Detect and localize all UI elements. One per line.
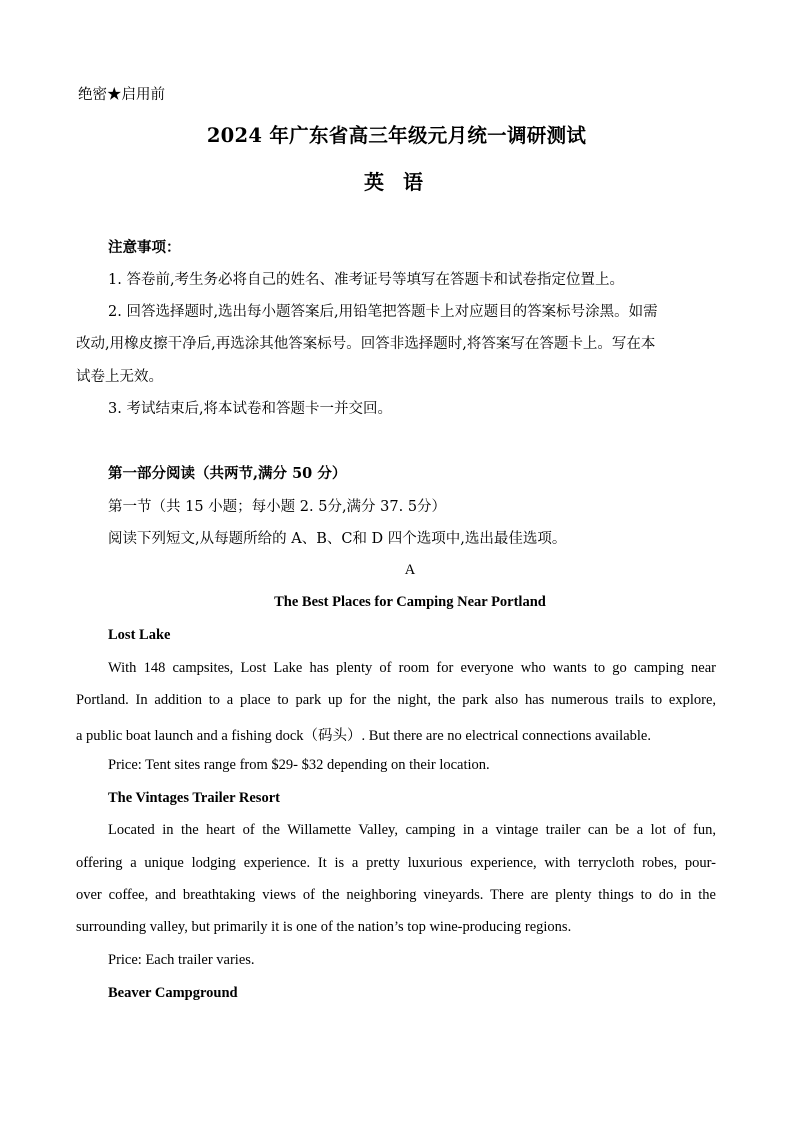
passage-title: The Best Places for Camping Near Portland: [274, 594, 546, 610]
note-item-2-line-3: 试卷上无效。: [76, 369, 163, 385]
vintages-line-3: over coffee, and breathtaking views of the neighboring vineyards. There are plenty things to do in the: [76, 887, 716, 903]
part1-heading: 第一部分阅读（共两节,满分 50 分）: [108, 465, 347, 482]
exam-title: 2024 年广东省高三年级元月统一调研测试: [206, 124, 587, 147]
lost-lake-line-1: With 148 campsites, Lost Lake has plenty of room for everyone who wants to go camping near: [108, 660, 716, 676]
vintages-price: Price: Each trailer varies.: [108, 952, 255, 968]
confidential-mark: 绝密★启用前: [78, 87, 165, 103]
lost-lake-heading: Lost Lake: [108, 627, 171, 643]
section1-heading: 第一节（共 15 小题；每小题 2. 5分,满分 37. 5分）: [108, 499, 447, 515]
note-item-2-line-2: 改动,用橡皮擦干净后,再选涂其他答案标号。回答非选择题时,将答案写在答题卡上。写在本: [76, 336, 656, 352]
vintages-heading: The Vintages Trailer Resort: [108, 790, 280, 806]
subject-title: 英 语: [364, 170, 429, 194]
lost-lake-price: Price: Tent sites range from $29- $32 depending on their location.: [108, 757, 490, 773]
notes-heading: 注意事项：: [108, 239, 181, 256]
lost-lake-line-2: Portland. In addition to a place to park up for the night, the park also has numerous trails to explore,: [76, 692, 716, 708]
vintages-line-1: Located in the heart of the Willamette Valley, camping in a vintage trailer can be a lot of fun,: [108, 822, 716, 838]
note-item-2-line-1: 2. 回答选择题时,选出每小题答案后,用铅笔把答题卡上对应题目的答案标号涂黑。如需: [108, 304, 658, 320]
vintages-line-4: surrounding valley, but primarily it is one of the nation’s top wine-producing regions.: [76, 919, 572, 935]
lost-lake-line-3: a public boat launch and a fishing dock（码头）. But there are no electrical connections available.: [76, 728, 651, 744]
reading-instruction: 阅读下列短文,从每题所给的 A、B、C和 D 四个选项中,选出最佳选项。: [108, 531, 567, 547]
beaver-heading: Beaver Campground: [108, 985, 238, 1001]
note-item-1: 1. 答卷前,考生务必将自己的姓名、准考证号等填写在答题卡和试卷指定位置上。: [108, 272, 625, 288]
vintages-line-2: offering a unique lodging experience. It is a pretty luxurious experience, with terrycloth robes, pour-: [76, 855, 716, 871]
note-item-3: 3. 考试结束后,将本试卷和答题卡一并交回。: [108, 401, 393, 417]
passage-letter: A: [404, 562, 416, 578]
